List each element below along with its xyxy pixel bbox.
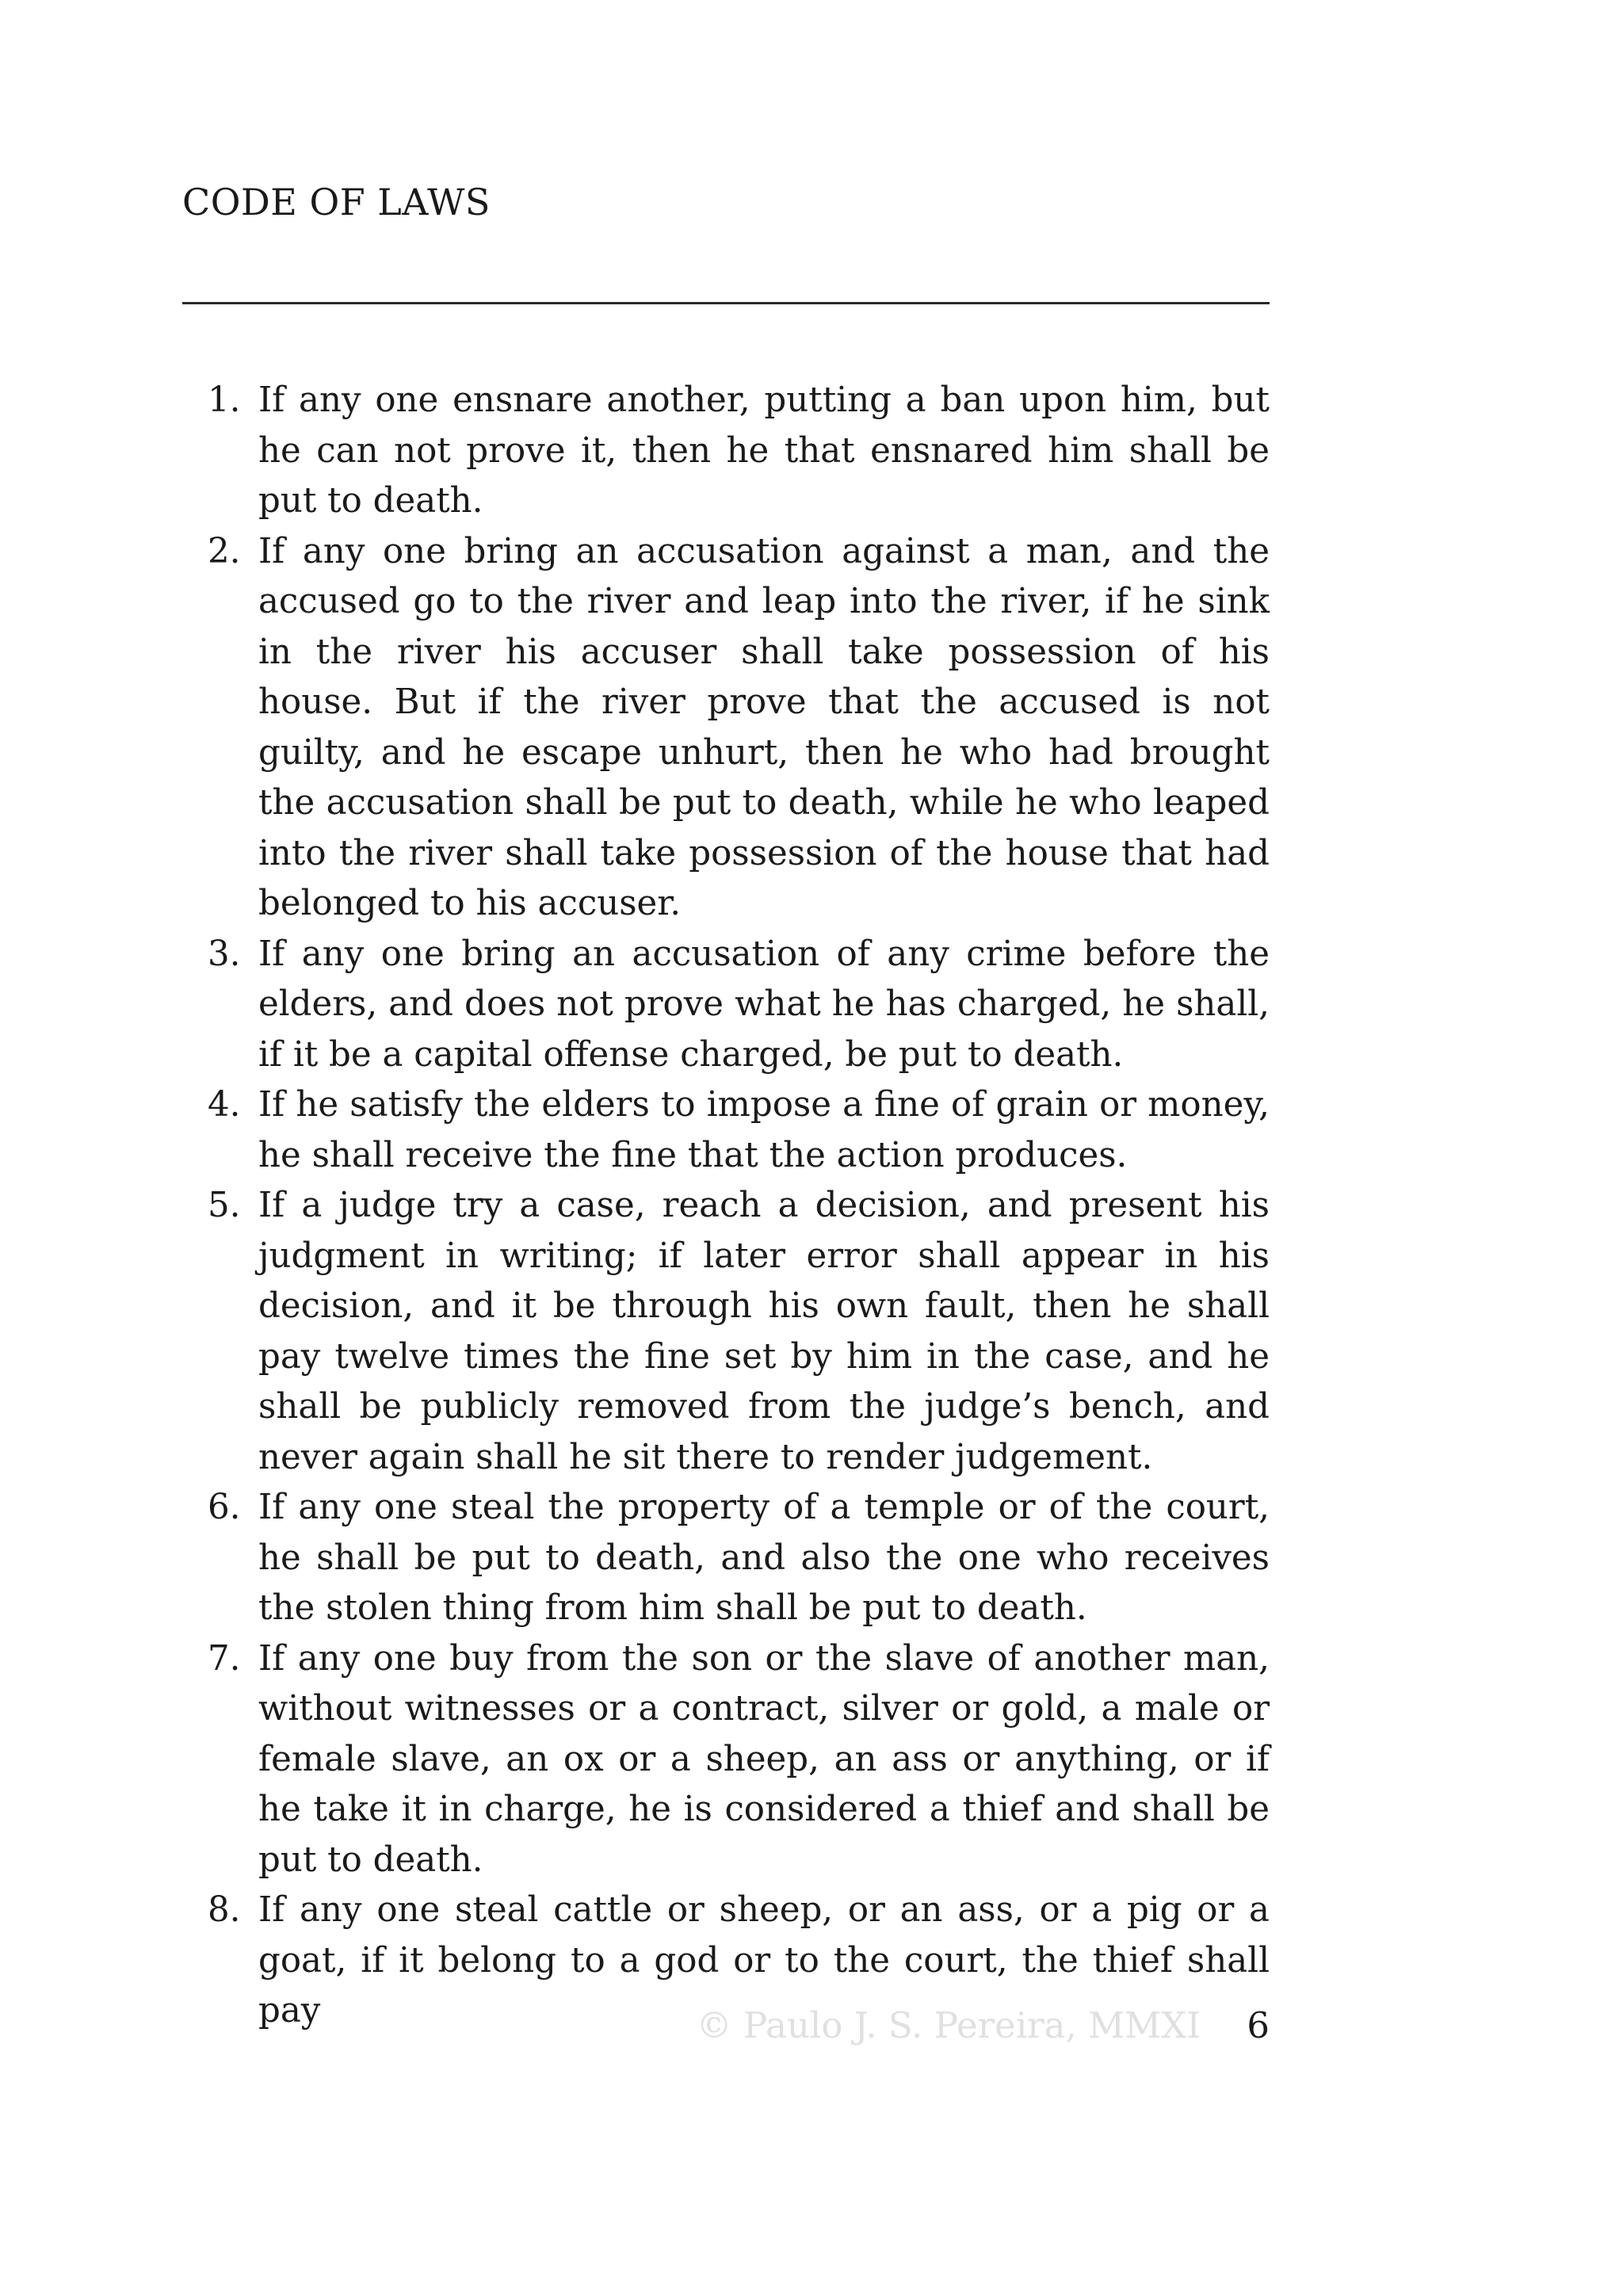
law-item xyxy=(182,1080,1270,1181)
law-item xyxy=(182,930,1270,1081)
copyright-notice: © Paulo J. S. Pereira, MMXI xyxy=(696,2004,1201,2046)
law-item xyxy=(182,1181,1270,1483)
law-number: 7. xyxy=(208,1638,241,1679)
law-item xyxy=(182,527,1270,930)
law-number: 6. xyxy=(208,1488,241,1527)
law-text: If any one steal cattle or sheep, or an ass, or a pig or a goat, if it belong to a god or to the court, the thief shall pay xyxy=(258,1890,1270,2030)
law-item xyxy=(182,1483,1270,1634)
law-number: 1. xyxy=(208,380,241,420)
header-rule xyxy=(182,302,1270,304)
running-head-title: CODE OF LAWS xyxy=(182,181,491,223)
law-number: 8. xyxy=(208,1890,241,1930)
law-text: If any one steal the property of a temple or of the court, he shall be put to death, and also the one who receives the stolen thing from him shall be put to death. xyxy=(258,1488,1270,1628)
law-item xyxy=(182,1634,1270,1886)
law-number: 4. xyxy=(208,1085,241,1125)
law-number: 3. xyxy=(208,934,241,974)
page-footer xyxy=(696,2004,1270,2046)
law-number: 5. xyxy=(208,1186,241,1225)
law-number: 2. xyxy=(208,531,241,571)
page-number: 6 xyxy=(1247,2004,1270,2046)
law-text: If any one buy from the son or the slave of another man, without witnesses or a contract, silver or gold, a male or female slave, an ox or a sheep, an ass or anything, or if he take it in charge, he is considered a thief and shall be put to death. xyxy=(258,1638,1270,1880)
law-text: If a judge try a case, reach a decision, and present his judgment in writing; if later error shall appear in his decision, and it be through his own fault, then he shall pay twelve times the fine set by him in the case, and he shall be publicly removed from the judge’s bench, and never again shall he sit there to render judgement. xyxy=(258,1186,1270,1477)
law-text: If any one bring an accusation against a man, and the accused go to the river and leap into the river, if he sink in the river his accuser shall take possession of his house. But if the river prove that the accused is not guilty, and he escape unhurt, then he who had brought the accusation shall be put to death, while he who leaped into the river shall take possession of the house that had belonged to his accuser. xyxy=(258,531,1270,923)
law-text: If any one ensnare another, putting a ban upon him, but he can not prove it, then he that ensnared him shall be put to death. xyxy=(258,380,1270,521)
law-list xyxy=(182,376,1270,2037)
law-text: If he satisfy the elders to impose a fine of grain or money, he shall receive the fine that the action produces. xyxy=(258,1085,1270,1175)
law-item xyxy=(182,376,1270,527)
law-text: If any one bring an accusation of any crime before the elders, and does not prove what he has charged, he shall, if it be a capital offense charged, be put to death. xyxy=(258,934,1270,1075)
